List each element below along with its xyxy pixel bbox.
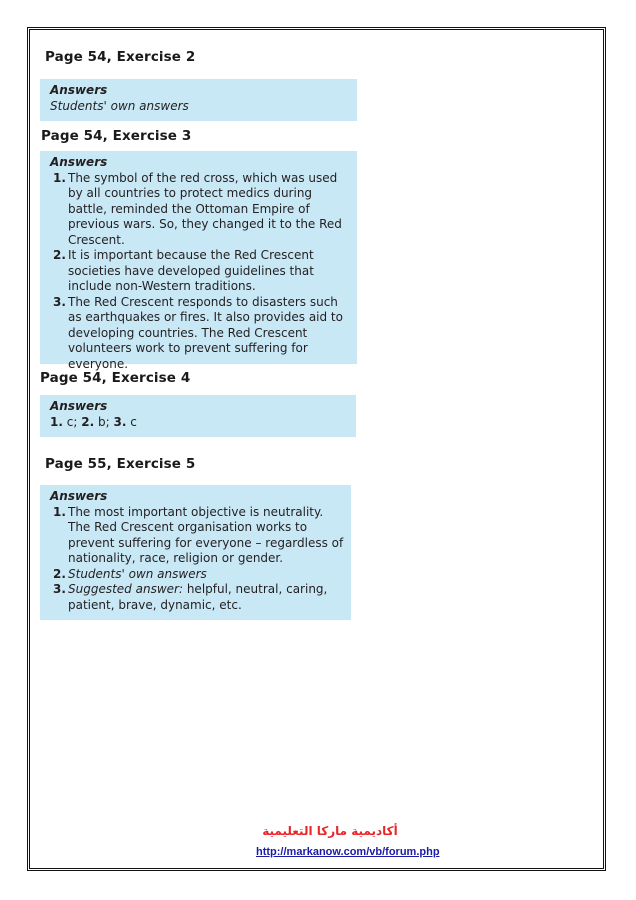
item-number: 2. bbox=[53, 566, 66, 581]
item-prefix: Suggested answer: bbox=[68, 582, 183, 596]
item-text: It is important because the Red Crescent societies have developed guidelines that include non-Western traditions. bbox=[68, 248, 314, 293]
answer-list bbox=[50, 171, 353, 373]
item-text: helpful, neutral, caring, patient, brave, dynamic, etc. bbox=[68, 582, 328, 612]
item-number: 1. bbox=[53, 504, 66, 519]
answer-box-ex4 bbox=[40, 395, 356, 437]
heading-page54-ex2: Page 54, Exercise 2 bbox=[45, 49, 196, 65]
answer-value: c bbox=[130, 414, 137, 429]
heading-page54-ex3: Page 54, Exercise 3 bbox=[41, 128, 192, 144]
footer-academy-name: أكاديمية ماركا التعليمية bbox=[262, 824, 398, 838]
item-text: The most important objective is neutrality. The Red Crescent organisation works to prevent suffering for everyone – regardless of nationality, race, religion or gender. bbox=[68, 504, 344, 565]
item-text: Students' own answers bbox=[68, 566, 207, 581]
list-item bbox=[50, 567, 347, 583]
answers-label: Answers bbox=[50, 489, 108, 503]
item-text: The symbol of the red cross, which was used by all countries to protect medics during battle, reminded the Ottoman Empire of previous wars. So, they changed it to the Red Crescent. bbox=[68, 170, 342, 247]
heading-page54-ex4: Page 54, Exercise 4 bbox=[40, 370, 191, 386]
answer-value: c; bbox=[66, 414, 78, 429]
answer-list bbox=[50, 505, 347, 614]
item-number: 2. bbox=[53, 248, 66, 262]
list-item bbox=[50, 295, 353, 373]
answer-box-ex3 bbox=[40, 151, 357, 371]
answer-text: Students' own answers bbox=[50, 98, 189, 113]
answer-box-ex2 bbox=[40, 79, 357, 121]
item-number: 3. bbox=[53, 294, 66, 309]
item-number: 3. bbox=[53, 582, 66, 596]
item-text: The Red Crescent responds to disasters such as earthquakes or fires. It also provides aid to developing countries. The Red Crescent volunteers work to prevent suffering for everyone. bbox=[68, 294, 343, 371]
list-item bbox=[50, 171, 353, 249]
footer-forum-link[interactable]: http://markanow.com/vb/forum.php bbox=[256, 846, 440, 858]
answer-value: b; bbox=[97, 414, 110, 429]
item-number: 1. bbox=[53, 170, 66, 185]
list-item bbox=[50, 582, 347, 613]
list-item bbox=[50, 505, 347, 567]
heading-page55-ex5: Page 55, Exercise 5 bbox=[45, 456, 196, 472]
answers-label: Answers bbox=[50, 399, 108, 413]
list-item bbox=[50, 248, 353, 295]
answers-label: Answers bbox=[50, 83, 108, 97]
answers-label: Answers bbox=[50, 155, 108, 169]
answer-number: 3. bbox=[113, 414, 127, 429]
answer-box-ex5 bbox=[40, 485, 351, 620]
inline-answers bbox=[50, 415, 348, 431]
answer-number: 2. bbox=[81, 414, 95, 429]
answer-number: 1. bbox=[50, 414, 63, 429]
